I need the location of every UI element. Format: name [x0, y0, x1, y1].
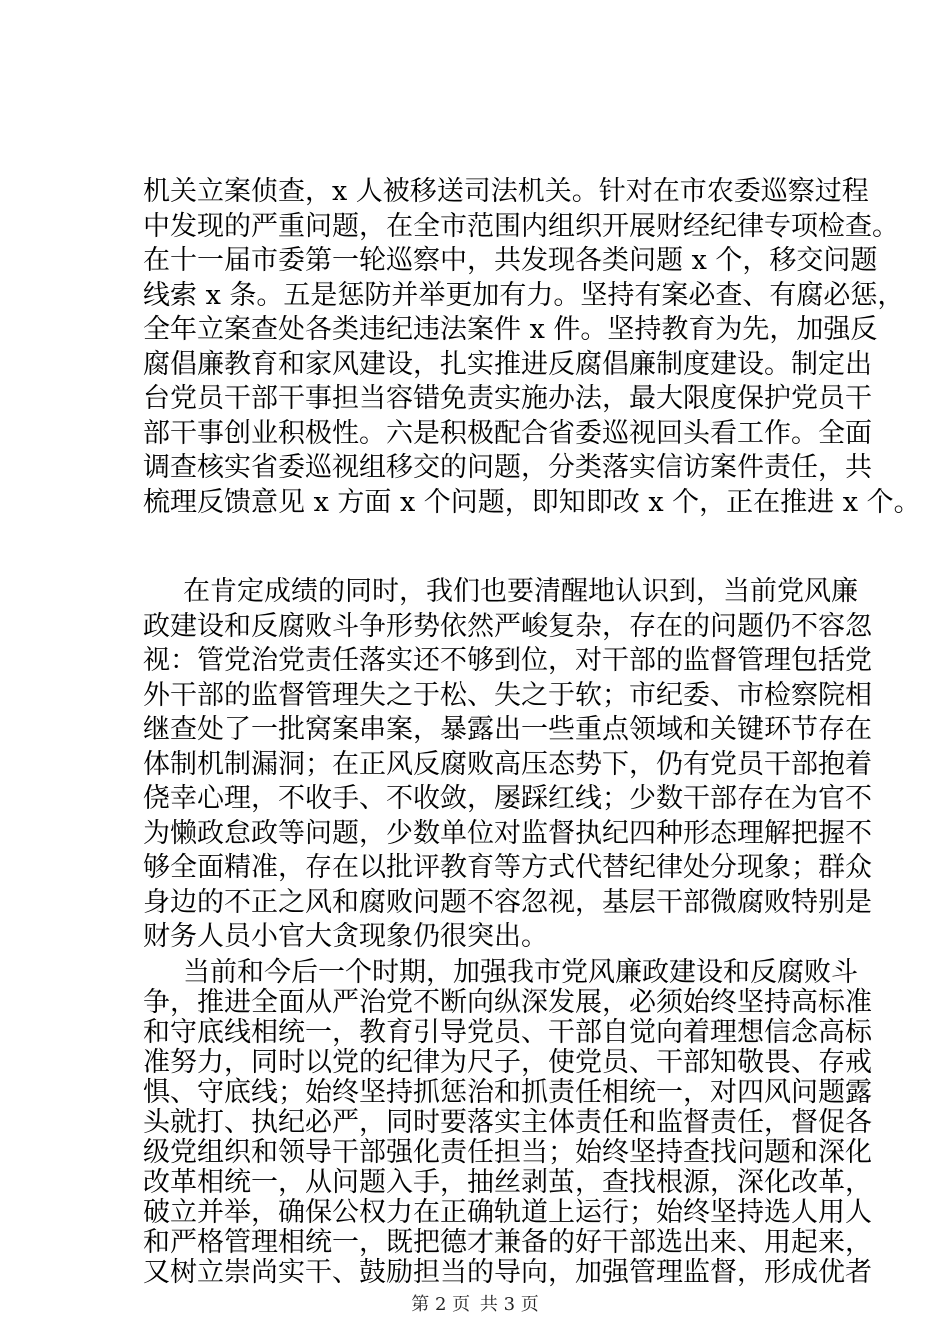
paragraph-line: 和守底线相统一，教育引导党员、干部自觉向着理想信念高标: [143, 1017, 872, 1048]
page-total: 共 3 页: [479, 1294, 539, 1315]
paragraph-line: 头就打、执纪必严，同时要落实主体责任和监督责任，督促各: [143, 1107, 872, 1138]
paragraph-line: 线索 x 条。五是惩防并举更加有力。坚持有案必查、有腐必惩，: [143, 279, 905, 311]
paragraph-line: 视：管党治党责任落实还不够到位，对干部的监督管理包括党: [143, 645, 872, 676]
paragraph-line: 腐倡廉教育和家风建设，扎实推进反腐倡廉制度建设。制定出: [143, 348, 872, 380]
paragraph-line: 财务人员小官大贪现象仍很突出。: [143, 921, 548, 952]
paragraph-line: 部干事创业积极性。六是积极配合省委巡视回头看工作。全面: [143, 417, 872, 449]
paragraph-line: 在十一届市委第一轮巡察中，共发现各类问题 x 个，移交问题: [143, 245, 878, 276]
paragraph-line: 破立并举，确保公权力在正确轨道上运行；始终坚持选人用人: [143, 1197, 872, 1228]
paragraph-line: 准努力，同时以党的纪律为尺子，使党员、干部知敬畏、存戒: [143, 1047, 872, 1078]
paragraph-line: 全年立案查处各类违纪违法案件 x 件。坚持教育为先，加强反: [143, 314, 878, 345]
paragraph-line: 政建设和反腐败斗争形势依然严峻复杂，存在的问题仍不容忽: [143, 610, 872, 642]
paragraph-line: 身边的不正之风和腐败问题不容忽视，基层干部微腐败特别是: [143, 886, 872, 918]
paragraph-line: 梳理反馈意见 x 方面 x 个问题，即知即改 x 个，正在推进 x 个。: [143, 486, 921, 518]
paragraph-line: 机关立案侦查，x 人被移送司法机关。针对在市农委巡察过程: [143, 176, 869, 207]
paragraph-line: 侥幸心理，不收手、不收敛，屡踩红线；少数干部存在为官不: [143, 783, 872, 814]
paragraph-line: 中发现的严重问题，在全市范围内组织开展财经纪律专项检查。: [143, 210, 899, 242]
page-number: 第 2 页: [411, 1294, 471, 1315]
paragraph-line: 体制机制漏洞；在正风反腐败高压态势下，仍有党员干部抱着: [143, 748, 872, 780]
paragraph-line: 又树立崇尚实干、鼓励担当的导向，加强管理监督，形成优者: [143, 1257, 872, 1288]
paragraph-line: 改革相统一，从问题入手，抽丝剥茧，查找根源，深化改革，: [143, 1167, 872, 1198]
paragraph-line: 在肯定成绩的同时，我们也要清醒地认识到，当前党风廉: [183, 576, 858, 607]
paragraph-line: 和严格管理相统一，既把德才兼备的好干部选出来、用起来，: [143, 1227, 872, 1258]
paragraph-line: 调查核实省委巡视组移交的问题，分类落实信访案件责任，共: [143, 452, 872, 483]
paragraph-line: 继查处了一批窝案串案，暴露出一些重点领域和关键环节存在: [143, 714, 872, 745]
paragraph-line: 级党组织和领导干部强化责任担当；始终坚持查找问题和深化: [143, 1137, 872, 1168]
page-footer: [0, 1293, 950, 1317]
paragraph-line: 外干部的监督管理失之于松、失之于软；市纪委、市检察院相: [143, 679, 872, 711]
paragraph-line: 够全面精准，存在以批评教育等方式代替纪律处分现象；群众: [143, 852, 872, 883]
paragraph-line: 台党员干部干事担当容错免责实施办法，最大限度保护党员干: [143, 383, 872, 414]
paragraph-line: 为懒政怠政等问题，少数单位对监督执纪四种形态理解把握不: [143, 817, 872, 849]
paragraph-line: 争，推进全面从严治党不断向纵深发展，必须始终坚持高标准: [143, 987, 872, 1018]
paragraph-line: 惧、守底线；始终坚持抓惩治和抓责任相统一，对四风问题露: [143, 1077, 872, 1108]
paragraph-line: 当前和今后一个时期，加强我市党风廉政建设和反腐败斗: [183, 957, 858, 988]
